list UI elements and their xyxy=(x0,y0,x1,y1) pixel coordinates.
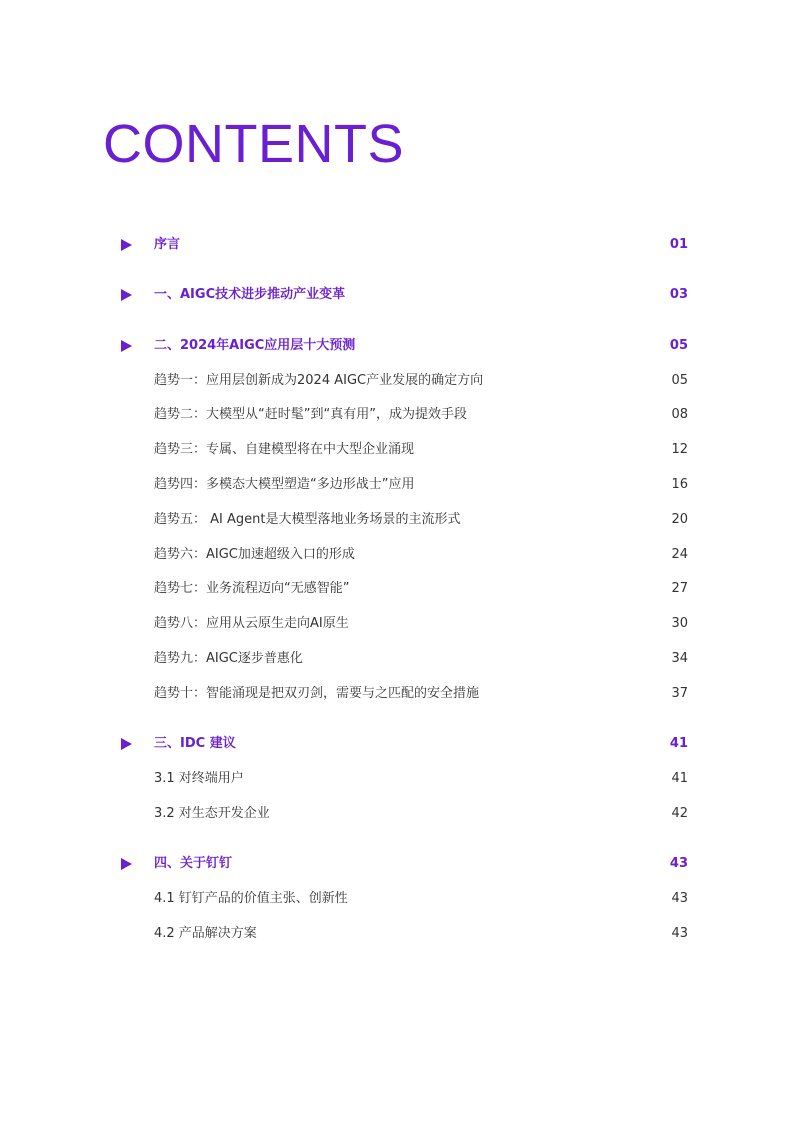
toc-entry-label: 序言 xyxy=(154,237,181,252)
toc-subentry[interactable] xyxy=(0,468,794,503)
toc-subentry[interactable] xyxy=(0,917,794,952)
toc-page-number: 16 xyxy=(671,476,688,492)
triangle-bullet-icon xyxy=(121,738,132,750)
toc-page-number: 05 xyxy=(671,372,688,388)
triangle-bullet-icon xyxy=(121,340,132,352)
toc-section-preface[interactable] xyxy=(0,228,794,263)
toc-entry-label: 4.1 钉钉产品的价值主张、创新性 xyxy=(154,890,348,906)
toc-subentry[interactable] xyxy=(0,572,794,607)
toc-entry-label: 4.2 产品解决方案 xyxy=(154,925,257,941)
toc-subentry[interactable] xyxy=(0,607,794,642)
toc-page-number: 08 xyxy=(671,407,688,423)
toc-page-number: 41 xyxy=(669,736,688,752)
toc-entry-label: 趋势八：应用从云原生走向AI原生 xyxy=(154,616,349,632)
toc-page-number: 41 xyxy=(671,770,688,786)
toc-subentry[interactable] xyxy=(0,433,794,468)
toc-section-2[interactable] xyxy=(0,329,794,364)
triangle-bullet-icon xyxy=(121,858,132,870)
toc-subentry[interactable] xyxy=(0,882,794,917)
toc-entry-label: 四、关于钉钉 xyxy=(154,856,233,872)
triangle-bullet-icon xyxy=(121,239,132,251)
toc-subentry[interactable] xyxy=(0,398,794,433)
toc-subentry[interactable] xyxy=(0,538,794,573)
toc-page-number: 43 xyxy=(671,890,688,906)
toc-page-number: 43 xyxy=(669,856,688,872)
toc-entry-label: 趋势五： AI Agent是大模型落地业务场景的主流形式 xyxy=(154,511,461,527)
toc-page-number: 24 xyxy=(671,546,688,562)
toc-entry-label: 趋势一：应用层创新成为2024 AIGC产业发展的确定方向 xyxy=(154,372,484,388)
toc-page-number: 01 xyxy=(669,237,688,252)
toc-page-number: 34 xyxy=(671,650,688,666)
toc-entry-label: 一、AIGC技术进步推动产业变革 xyxy=(154,287,346,303)
table-of-contents xyxy=(0,228,794,952)
toc-entry-label: 二、2024年AIGC应用层十大预测 xyxy=(154,337,356,353)
toc-page-number: 20 xyxy=(671,511,688,527)
toc-page-number: 27 xyxy=(671,581,688,597)
toc-subentry[interactable] xyxy=(0,762,794,797)
triangle-bullet-icon xyxy=(121,289,132,301)
toc-entry-label: 3.2 对生态开发企业 xyxy=(154,805,270,821)
toc-section-4[interactable] xyxy=(0,847,794,882)
toc-entry-label: 趋势三：专属、自建模型将在中大型企业涌现 xyxy=(154,442,415,458)
toc-subentry[interactable] xyxy=(0,642,794,677)
toc-entry-label: 趋势九：AIGC逐步普惠化 xyxy=(154,650,303,666)
toc-entry-label: 趋势二：大模型从“赶时髦”到“真有用”，成为提效手段 xyxy=(154,407,467,423)
toc-subentry[interactable] xyxy=(0,503,794,538)
toc-section-3[interactable] xyxy=(0,727,794,762)
toc-page-number: 43 xyxy=(671,925,688,941)
toc-subentry[interactable] xyxy=(0,364,794,399)
toc-entry-label: 三、IDC 建议 xyxy=(154,736,236,752)
toc-page-number: 12 xyxy=(671,442,688,458)
toc-entry-label: 3.1 对终端用户 xyxy=(154,770,244,786)
toc-subentry[interactable] xyxy=(0,797,794,832)
toc-page-number: 03 xyxy=(669,287,688,303)
toc-entry-label: 趋势七：业务流程迈向“无感智能” xyxy=(154,581,350,597)
toc-entry-label: 趋势六：AIGC加速超级入口的形成 xyxy=(154,546,355,562)
toc-section-1[interactable] xyxy=(0,278,794,313)
toc-subentry[interactable] xyxy=(0,677,794,712)
page-title: CONTENTS xyxy=(103,114,404,174)
toc-page-number: 37 xyxy=(671,685,688,701)
toc-page-number: 30 xyxy=(671,616,688,632)
toc-entry-label: 趋势四：多模态大模型塑造“多边形战士”应用 xyxy=(154,476,415,492)
toc-page-number: 42 xyxy=(671,805,688,821)
toc-page-number: 05 xyxy=(669,337,688,353)
toc-entry-label: 趋势十：智能涌现是把双刃剑，需要与之匹配的安全措施 xyxy=(154,685,480,701)
